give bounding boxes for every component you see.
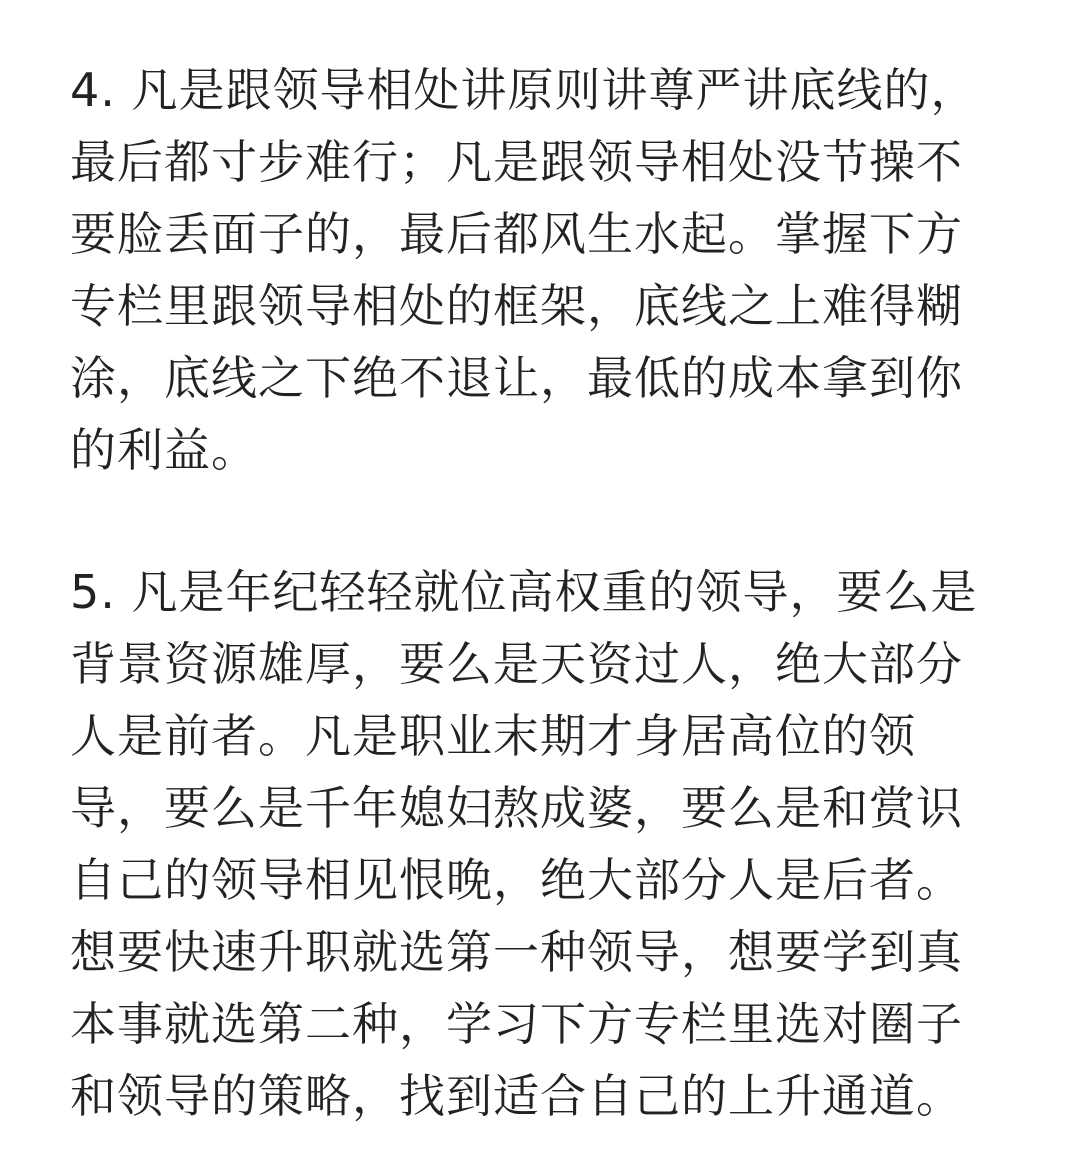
text-line: 的利益。 (70, 423, 258, 477)
text-line: 要脸丢面子的，最后都风生水起。掌握下方 (70, 207, 963, 261)
text-line: 本事就选第二种，学习下方专栏里选对圈子 (70, 997, 963, 1051)
text-line: 4. 凡是跟领导相处讲原则讲尊严讲底线的， (70, 63, 978, 117)
text-line: 背景资源雄厚，要么是天资过人，绝大部分 (70, 637, 963, 691)
article-body (70, 54, 1010, 1132)
text-line: 5. 凡是年纪轻轻就位高权重的领导，要么是 (70, 565, 978, 619)
paragraph-5 (70, 556, 1010, 1132)
text-line: 和领导的策略，找到适合自己的上升通道。 (70, 1069, 963, 1123)
text-line: 导，要么是千年媳妇熬成婆，要么是和赏识 (70, 781, 963, 835)
text-line: 最后都寸步难行；凡是跟领导相处没节操不 (70, 135, 963, 189)
text-line: 自己的领导相见恨晚，绝大部分人是后者。 (70, 853, 963, 907)
paragraph-4 (70, 54, 1010, 486)
text-line: 专栏里跟领导相处的框架，底线之上难得糊 (70, 279, 963, 333)
text-line: 人是前者。凡是职业末期才身居高位的领 (70, 709, 916, 763)
text-line: 想要快速升职就选第一种领导，想要学到真 (70, 925, 963, 979)
text-line: 涂，底线之下绝不退让，最低的成本拿到你 (70, 351, 963, 405)
